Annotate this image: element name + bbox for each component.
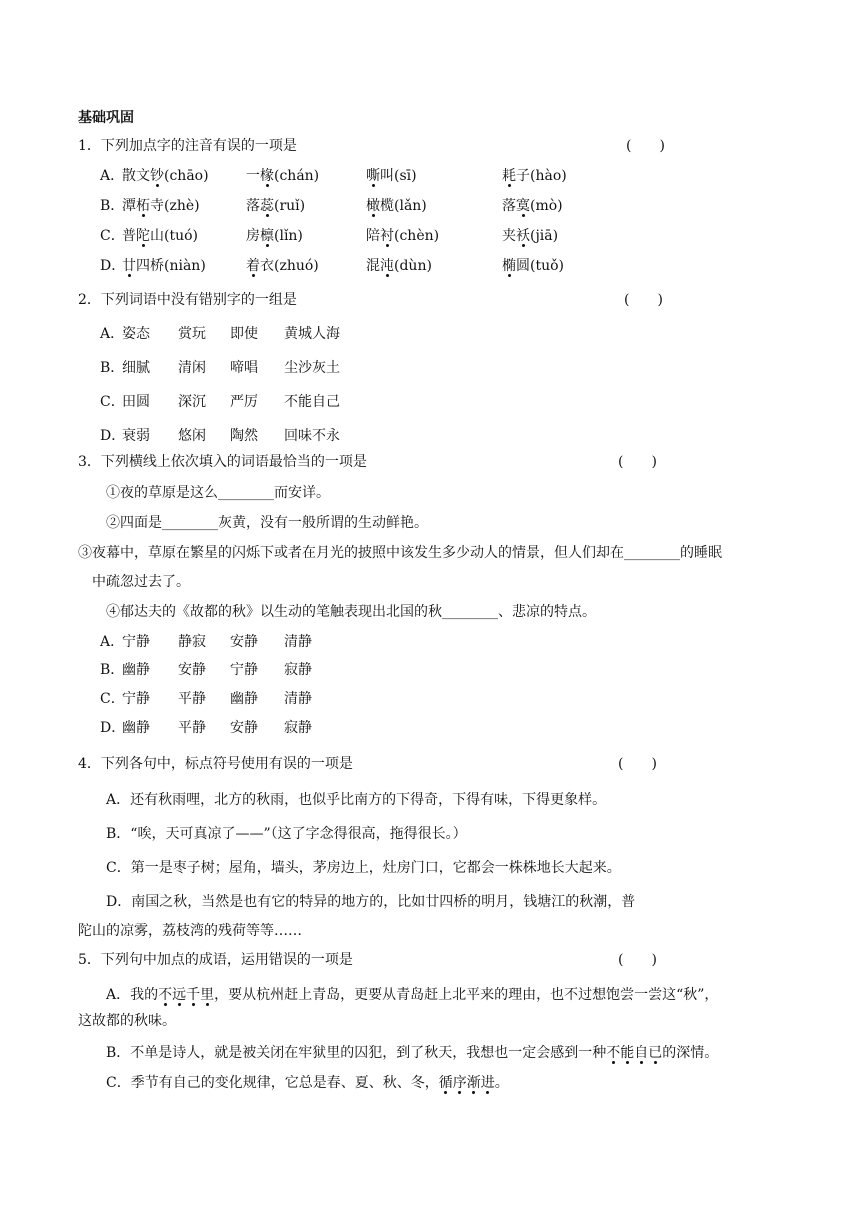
section-title: 基础巩固 [78,110,134,126]
question-3-stem: 3．下列横线上依次填入的词语最恰当的一项是 [78,454,367,470]
dotted-idiom [439,1075,495,1091]
option-word: 赏玩 [178,326,206,342]
dotted-character: 进 [480,1075,495,1091]
option-letter: A． [100,168,125,184]
option-word: 宁静 [122,634,150,650]
question-4-option-d-cont: 陀山的凉雾，荔枝湾的残荷等等…… [78,923,302,939]
dotted-character: 钞 [150,168,164,184]
pinyin-item: 房檩(lǐn) [246,228,303,244]
dotted-character: 不 [158,987,173,1003]
pinyin-item: 橄榄(lǎn) [366,198,427,214]
question-5-option-c: C．季节有自己的变化规律，它总是春、夏、秋、冬，循序渐进。 [106,1075,509,1091]
option-word: 平静 [178,691,206,707]
option-word: 清闲 [178,360,206,376]
option-word: 宁静 [122,691,150,707]
dotted-character: 千 [186,987,201,1003]
option-word: 安静 [230,720,258,736]
pinyin-item: 落寞(mò) [502,198,563,214]
option-word: 安静 [230,634,258,650]
option-word: 寂静 [284,662,312,678]
option-word: 清静 [284,691,312,707]
option-word: 深沉 [178,394,206,410]
dotted-character: 已 [648,1045,663,1061]
option-letter: A． [100,326,125,342]
option-letter: A． [100,634,125,650]
option-word: 黄城人海 [284,326,340,342]
dotted-character: 寞 [516,198,530,214]
pinyin-item: 陪衬(chèn) [366,228,440,244]
option-word: 寂静 [284,720,312,736]
option-word: 衰弱 [122,428,150,444]
pinyin-item: 潭柘寺(zhè) [122,198,200,214]
pinyin-item: 廿四桥(niàn) [122,258,206,274]
question-5-stem: 5．下列句中加点的成语，运用错误的一项是 [78,952,353,968]
dotted-character: 橄 [366,198,380,214]
question-3-sentence-3-cont: 中疏忽过去了。 [92,574,190,590]
option-word: 安静 [178,662,206,678]
option-letter: D． [100,720,126,736]
option-letter: D． [100,258,126,274]
dotted-character: 嘶 [366,168,380,184]
option-word: 啼唱 [230,360,258,376]
pinyin-item: 普陀山(tuó) [122,228,198,244]
dotted-character: 蕊 [260,198,274,214]
question-5-option-b: B．不单是诗人，就是被关闭在牢狱里的囚犯，到了秋天，我想也一定会感到一种不能自已的深情。 [106,1045,719,1061]
dotted-character: 袄 [516,228,530,244]
dotted-character: 耗 [502,168,516,184]
dotted-character: 渐 [466,1075,481,1091]
question-3-sentence-1: ①夜的草原是这么________而安详。 [106,485,330,501]
dotted-character: 廿 [122,258,136,274]
question-4-option-d: D．南国之秋，当然是也有它的特异的地方的，比如廿四桥的明月，钱塘江的秋潮，普 [106,894,636,910]
option-word: 田圆 [122,394,150,410]
pinyin-item: 散文钞(chāo) [122,168,209,184]
option-word: 平静 [178,720,206,736]
question-4-bracket: ( ) [618,756,657,772]
dotted-character: 着 [246,258,260,274]
option-word: 细腻 [122,360,150,376]
dotted-character: 衬 [380,228,394,244]
question-1-stem: 1．下列加点字的注音有误的一项是 [78,138,297,154]
option-letter: D． [100,428,126,444]
option-word: 幽静 [122,662,150,678]
question-5-bracket: ( ) [618,952,657,968]
question-2-stem: 2．下列词语中没有错别字的一组是 [78,292,297,308]
question-4-option-a: A．还有秋雨哩，北方的秋雨，也似乎比南方的下得奇，下得有味，下得更象样。 [106,792,607,808]
dotted-character: 能 [620,1045,635,1061]
option-word: 不能自己 [284,394,340,410]
dotted-character: 循 [438,1075,453,1091]
option-word: 静寂 [178,634,206,650]
option-word: 回味不永 [284,428,340,444]
option-word: 即使 [230,326,258,342]
option-word: 清静 [284,634,312,650]
option-letter: B． [100,360,125,376]
option-word: 宁静 [230,662,258,678]
dotted-character: 里 [200,987,215,1003]
question-5-option-a-cont: 这故都的秋味。 [78,1013,176,1029]
option-word: 尘沙灰土 [284,360,340,376]
dotted-character: 远 [172,987,187,1003]
question-5-option-a: A．我的不远千里，要从杭州赶上青岛，更要从青岛赶上北平来的理由，也不过想饱尝一尝这“秋”， [106,987,719,1003]
pinyin-item: 嘶叫(sī) [366,168,417,184]
dotted-idiom [606,1045,662,1061]
question-3-sentence-3: ③夜幕中，草原在繁星的闪烁下或者在月光的披照中该发生多少动人的情景，但人们却在________的睡眠 [78,545,722,561]
dotted-character: 椭 [502,258,516,274]
question-3-sentence-2: ②四面是________灰黄，没有一般所谓的生动鲜艳。 [106,515,428,531]
pinyin-item: 落蕊(ruǐ) [246,198,306,214]
dotted-character: 沌 [380,258,394,274]
pinyin-item: 椭圆(tuǒ) [502,258,564,274]
option-word: 幽静 [230,691,258,707]
option-letter: B． [100,198,125,214]
dotted-character: 檩 [260,228,274,244]
dotted-character: 不 [606,1045,621,1061]
option-letter: C． [100,394,125,410]
question-4-option-c: C．第一是枣子树；屋角，墙头，茅房边上，灶房门口，它都会一株株地长大起来。 [106,860,621,876]
question-2-bracket: ( ) [624,292,663,308]
question-4-option-b: B．“唉，天可真凉了——”（这了字念得很高，拖得很长。） [106,826,467,842]
option-letter: C． [100,228,125,244]
option-letter: C． [100,691,125,707]
question-3-sentence-4: ④郁达夫的《故都的秋》以生动的笔触表现出北国的秋________、悲凉的特点。 [106,604,596,620]
dotted-idiom [158,987,214,1003]
question-4-stem: 4．下列各句中，标点符号使用有误的一项是 [78,756,353,772]
pinyin-item: 耗子(hào) [502,168,567,184]
pinyin-item: 着衣(zhuó) [246,258,319,274]
question-1-bracket: ( ) [626,138,665,154]
dotted-character: 椽 [260,168,274,184]
option-word: 姿态 [122,326,150,342]
option-word: 严厉 [230,394,258,410]
pinyin-item: 夹袄(jiā) [502,228,559,244]
option-word: 幽静 [122,720,150,736]
pinyin-item: 混沌(dùn) [366,258,432,274]
dotted-character: 陀 [136,228,150,244]
dotted-character: 柘 [136,198,150,214]
dotted-character: 自 [634,1045,649,1061]
question-3-bracket: ( ) [618,454,657,470]
pinyin-item: 一椽(chán) [246,168,320,184]
option-word: 陶然 [230,428,258,444]
dotted-character: 序 [452,1075,467,1091]
option-letter: B． [100,662,125,678]
option-word: 悠闲 [178,428,206,444]
